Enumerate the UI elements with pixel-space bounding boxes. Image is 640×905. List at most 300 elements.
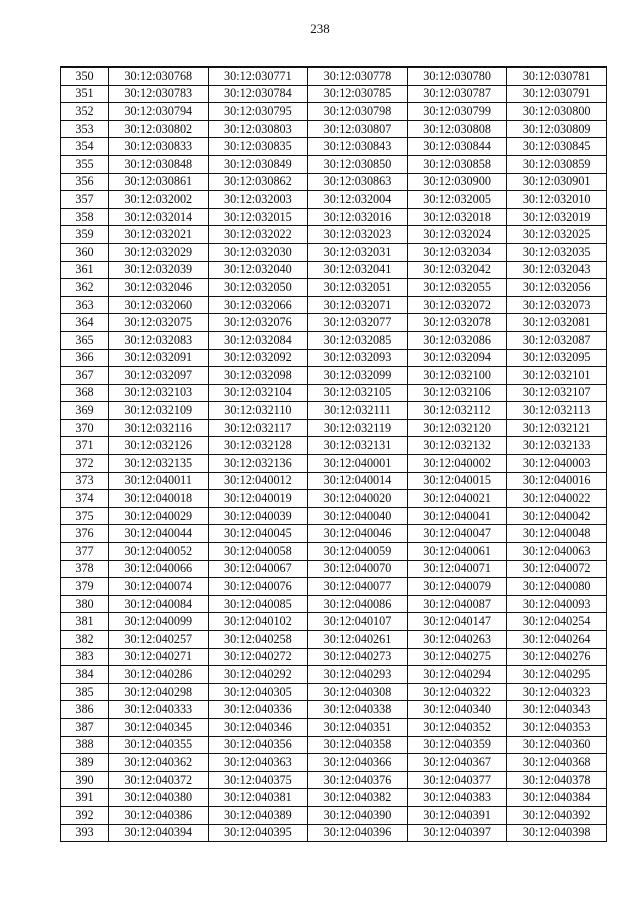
cadastral-number-cell: 30:12:040372: [109, 771, 209, 789]
cadastral-number-cell: 30:12:040362: [109, 754, 209, 772]
table-row: [61, 771, 607, 789]
cadastral-number-cell: 30:12:032111: [308, 402, 408, 420]
cadastral-number-cell: 30:12:032120: [407, 419, 507, 437]
row-number-cell: 393: [61, 824, 109, 842]
cadastral-number-cell: 30:12:040087: [407, 595, 507, 613]
cadastral-number-cell: 30:12:030768: [109, 67, 209, 85]
cadastral-number-cell: 30:12:040263: [407, 631, 507, 649]
row-number-cell: 373: [61, 472, 109, 490]
cadastral-number-cell: 30:12:040340: [407, 701, 507, 719]
cadastral-number-cell: 30:12:040047: [407, 525, 507, 543]
cadastral-number-cell: 30:12:040016: [507, 472, 607, 490]
cadastral-number-cell: 30:12:040323: [507, 683, 607, 701]
table-row: [61, 349, 607, 367]
cadastral-number-cell: 30:12:040359: [407, 736, 507, 754]
cadastral-number-cell: 30:12:032024: [407, 226, 507, 244]
cadastral-number-cell: 30:12:032076: [208, 314, 308, 332]
cadastral-number-cell: 30:12:030809: [507, 120, 607, 138]
row-number-cell: 388: [61, 736, 109, 754]
cadastral-number-cell: 30:12:032066: [208, 296, 308, 314]
table-body: [61, 67, 607, 842]
cadastral-number-cell: 30:12:030784: [208, 85, 308, 103]
cadastral-number-cell: 30:12:032086: [407, 331, 507, 349]
table-row: [61, 243, 607, 261]
cadastral-number-cell: 30:12:040360: [507, 736, 607, 754]
cadastral-number-cell: 30:12:032051: [308, 279, 408, 297]
cadastral-number-cell: 30:12:040384: [507, 789, 607, 807]
row-number-cell: 353: [61, 120, 109, 138]
cadastral-number-cell: 30:12:032015: [208, 208, 308, 226]
cadastral-number-cell: 30:12:040391: [407, 806, 507, 824]
cadastral-number-cell: 30:12:040254: [507, 613, 607, 631]
cadastral-number-cell: 30:12:032016: [308, 208, 408, 226]
table-row: [61, 419, 607, 437]
cadastral-number-cell: 30:12:030781: [507, 67, 607, 85]
cadastral-number-cell: 30:12:040378: [507, 771, 607, 789]
cadastral-number-cell: 30:12:040099: [109, 613, 209, 631]
cadastral-number-cell: 30:12:032119: [308, 419, 408, 437]
cadastral-number-cell: 30:12:032131: [308, 437, 408, 455]
table-row: [61, 191, 607, 209]
cadastral-number-cell: 30:12:032095: [507, 349, 607, 367]
cadastral-number-cell: 30:12:040346: [208, 718, 308, 736]
table-row: [61, 384, 607, 402]
table-row: [61, 666, 607, 684]
cadastral-number-cell: 30:12:040258: [208, 631, 308, 649]
cadastral-number-cell: 30:12:040067: [208, 560, 308, 578]
cadastral-number-cell: 30:12:032002: [109, 191, 209, 209]
cadastral-number-cell: 30:12:040011: [109, 472, 209, 490]
cadastral-number-cell: 30:12:032100: [407, 367, 507, 385]
row-number-cell: 355: [61, 155, 109, 173]
cadastral-number-cell: 30:12:040042: [507, 507, 607, 525]
cadastral-number-cell: 30:12:040080: [507, 578, 607, 596]
table-row: [61, 806, 607, 824]
cadastral-number-cell: 30:12:030778: [308, 67, 408, 85]
cadastral-number-cell: 30:12:040345: [109, 718, 209, 736]
row-number-cell: 351: [61, 85, 109, 103]
row-number-cell: 385: [61, 683, 109, 701]
cadastral-number-cell: 30:12:040052: [109, 543, 209, 561]
cadastral-number-cell: 30:12:032031: [308, 243, 408, 261]
cadastral-number-cell: 30:12:040076: [208, 578, 308, 596]
cadastral-number-cell: 30:12:030849: [208, 155, 308, 173]
cadastral-number-cell: 30:12:032093: [308, 349, 408, 367]
cadastral-number-cell: 30:12:032092: [208, 349, 308, 367]
cadastral-number-cell: 30:12:032021: [109, 226, 209, 244]
table-row: [61, 736, 607, 754]
cadastral-number-cell: 30:12:032010: [507, 191, 607, 209]
row-number-cell: 374: [61, 490, 109, 508]
cadastral-number-cell: 30:12:040295: [507, 666, 607, 684]
row-number-cell: 357: [61, 191, 109, 209]
cadastral-number-cell: 30:12:032004: [308, 191, 408, 209]
cadastral-number-cell: 30:12:030795: [208, 103, 308, 121]
cadastral-number-cell: 30:12:032071: [308, 296, 408, 314]
table-row: [61, 683, 607, 701]
cadastral-number-cell: 30:12:030835: [208, 138, 308, 156]
cadastral-number-cell: 30:12:030791: [507, 85, 607, 103]
table-row: [61, 718, 607, 736]
row-number-cell: 356: [61, 173, 109, 191]
cadastral-number-cell: 30:12:032042: [407, 261, 507, 279]
table-row: [61, 525, 607, 543]
cadastral-number-cell: 30:12:040338: [308, 701, 408, 719]
cadastral-number-cell: 30:12:032091: [109, 349, 209, 367]
cadastral-number-cell: 30:12:030861: [109, 173, 209, 191]
cadastral-number-cell: 30:12:030863: [308, 173, 408, 191]
cadastral-number-cell: 30:12:040085: [208, 595, 308, 613]
row-number-cell: 364: [61, 314, 109, 332]
cadastral-number-cell: 30:12:040272: [208, 648, 308, 666]
cadastral-number-cell: 30:12:032039: [109, 261, 209, 279]
cadastral-number-cell: 30:12:040058: [208, 543, 308, 561]
cadastral-number-cell: 30:12:032094: [407, 349, 507, 367]
table-row: [61, 701, 607, 719]
cadastral-number-cell: 30:12:032041: [308, 261, 408, 279]
cadastral-number-cell: 30:12:030787: [407, 85, 507, 103]
row-number-cell: 392: [61, 806, 109, 824]
cadastral-number-cell: 30:12:030862: [208, 173, 308, 191]
cadastral-number-cell: 30:12:032117: [208, 419, 308, 437]
cadastral-number-cell: 30:12:032128: [208, 437, 308, 455]
cadastral-number-cell: 30:12:040386: [109, 806, 209, 824]
cadastral-number-cell: 30:12:032084: [208, 331, 308, 349]
cadastral-number-cell: 30:12:040039: [208, 507, 308, 525]
cadastral-number-cell: 30:12:030845: [507, 138, 607, 156]
cadastral-number-cell: 30:12:040358: [308, 736, 408, 754]
row-number-cell: 383: [61, 648, 109, 666]
cadastral-number-cell: 30:12:040019: [208, 490, 308, 508]
cadastral-number-cell: 30:12:040396: [308, 824, 408, 842]
cadastral-number-cell: 30:12:032105: [308, 384, 408, 402]
row-number-cell: 358: [61, 208, 109, 226]
cadastral-number-cell: 30:12:040261: [308, 631, 408, 649]
cadastral-number-cell: 30:12:040275: [407, 648, 507, 666]
cadastral-number-cell: 30:12:032056: [507, 279, 607, 297]
row-number-cell: 390: [61, 771, 109, 789]
row-number-cell: 380: [61, 595, 109, 613]
row-number-cell: 376: [61, 525, 109, 543]
cadastral-number-cell: 30:12:032060: [109, 296, 209, 314]
table-row: [61, 173, 607, 191]
cadastral-number-cell: 30:12:032005: [407, 191, 507, 209]
table-row: [61, 789, 607, 807]
cadastral-number-cell: 30:12:030808: [407, 120, 507, 138]
cadastral-number-cell: 30:12:032083: [109, 331, 209, 349]
cadastral-number-cell: 30:12:032101: [507, 367, 607, 385]
row-number-cell: 359: [61, 226, 109, 244]
cadastral-number-cell: 30:12:040368: [507, 754, 607, 772]
table-row: [61, 226, 607, 244]
cadastral-number-cell: 30:12:040012: [208, 472, 308, 490]
cadastral-number-cell: 30:12:040063: [507, 543, 607, 561]
cadastral-number-cell: 30:12:040086: [308, 595, 408, 613]
cadastral-numbers-table: [60, 66, 607, 842]
cadastral-number-cell: 30:12:040046: [308, 525, 408, 543]
cadastral-number-cell: 30:12:040363: [208, 754, 308, 772]
row-number-cell: 391: [61, 789, 109, 807]
cadastral-number-cell: 30:12:040271: [109, 648, 209, 666]
table-row: [61, 314, 607, 332]
cadastral-number-cell: 30:12:040390: [308, 806, 408, 824]
row-number-cell: 386: [61, 701, 109, 719]
cadastral-number-cell: 30:12:040059: [308, 543, 408, 561]
row-number-cell: 372: [61, 455, 109, 473]
cadastral-number-cell: 30:12:040383: [407, 789, 507, 807]
cadastral-number-cell: 30:12:032072: [407, 296, 507, 314]
cadastral-number-cell: 30:12:032014: [109, 208, 209, 226]
cadastral-number-cell: 30:12:032121: [507, 419, 607, 437]
cadastral-number-cell: 30:12:040394: [109, 824, 209, 842]
cadastral-number-cell: 30:12:030800: [507, 103, 607, 121]
cadastral-number-cell: 30:12:040367: [407, 754, 507, 772]
cadastral-number-cell: 30:12:040353: [507, 718, 607, 736]
row-number-cell: 367: [61, 367, 109, 385]
cadastral-number-cell: 30:12:032078: [407, 314, 507, 332]
table-row: [61, 648, 607, 666]
cadastral-number-cell: 30:12:040333: [109, 701, 209, 719]
cadastral-number-cell: 30:12:040077: [308, 578, 408, 596]
row-number-cell: 366: [61, 349, 109, 367]
row-number-cell: 384: [61, 666, 109, 684]
row-number-cell: 382: [61, 631, 109, 649]
table-row: [61, 402, 607, 420]
cadastral-number-cell: 30:12:032029: [109, 243, 209, 261]
cadastral-number-cell: 30:12:032019: [507, 208, 607, 226]
cadastral-number-cell: 30:12:040356: [208, 736, 308, 754]
row-number-cell: 350: [61, 67, 109, 85]
cadastral-number-cell: 30:12:032018: [407, 208, 507, 226]
cadastral-number-cell: 30:12:032103: [109, 384, 209, 402]
cadastral-number-cell: 30:12:030803: [208, 120, 308, 138]
cadastral-number-cell: 30:12:032098: [208, 367, 308, 385]
table-row: [61, 103, 607, 121]
cadastral-number-cell: 30:12:040048: [507, 525, 607, 543]
cadastral-number-cell: 30:12:032097: [109, 367, 209, 385]
table-row: [61, 120, 607, 138]
cadastral-number-cell: 30:12:030802: [109, 120, 209, 138]
cadastral-number-cell: 30:12:030794: [109, 103, 209, 121]
cadastral-number-cell: 30:12:032107: [507, 384, 607, 402]
cadastral-number-cell: 30:12:040308: [308, 683, 408, 701]
cadastral-number-cell: 30:12:030833: [109, 138, 209, 156]
cadastral-number-cell: 30:12:040395: [208, 824, 308, 842]
cadastral-number-cell: 30:12:040018: [109, 490, 209, 508]
cadastral-number-cell: 30:12:030807: [308, 120, 408, 138]
cadastral-number-cell: 30:12:032132: [407, 437, 507, 455]
cadastral-number-cell: 30:12:032040: [208, 261, 308, 279]
cadastral-number-cell: 30:12:040343: [507, 701, 607, 719]
cadastral-number-cell: 30:12:040022: [507, 490, 607, 508]
cadastral-number-cell: 30:12:040322: [407, 683, 507, 701]
cadastral-number-cell: 30:12:040002: [407, 455, 507, 473]
cadastral-number-cell: 30:12:040381: [208, 789, 308, 807]
cadastral-number-cell: 30:12:040257: [109, 631, 209, 649]
row-number-cell: 369: [61, 402, 109, 420]
cadastral-number-cell: 30:12:040041: [407, 507, 507, 525]
cadastral-number-cell: 30:12:040107: [308, 613, 408, 631]
table-row: [61, 613, 607, 631]
page-number: 238: [310, 21, 330, 36]
row-number-cell: 387: [61, 718, 109, 736]
cadastral-number-cell: 30:12:040020: [308, 490, 408, 508]
cadastral-number-cell: 30:12:040375: [208, 771, 308, 789]
cadastral-number-cell: 30:12:040276: [507, 648, 607, 666]
row-number-cell: 377: [61, 543, 109, 561]
cadastral-number-cell: 30:12:032135: [109, 455, 209, 473]
table-row: [61, 155, 607, 173]
cadastral-number-cell: 30:12:032077: [308, 314, 408, 332]
cadastral-number-cell: 30:12:030780: [407, 67, 507, 85]
cadastral-number-cell: 30:12:032034: [407, 243, 507, 261]
table-row: [61, 560, 607, 578]
cadastral-number-cell: 30:12:040286: [109, 666, 209, 684]
row-number-cell: 371: [61, 437, 109, 455]
cadastral-number-cell: 30:12:032126: [109, 437, 209, 455]
cadastral-number-cell: 30:12:040029: [109, 507, 209, 525]
row-number-cell: 375: [61, 507, 109, 525]
cadastral-number-cell: 30:12:032085: [308, 331, 408, 349]
row-number-cell: 381: [61, 613, 109, 631]
row-number-cell: 378: [61, 560, 109, 578]
cadastral-number-cell: 30:12:040305: [208, 683, 308, 701]
cadastral-number-cell: 30:12:030785: [308, 85, 408, 103]
table-row: [61, 261, 607, 279]
cadastral-number-cell: 30:12:032136: [208, 455, 308, 473]
cadastral-number-cell: 30:12:032043: [507, 261, 607, 279]
cadastral-number-cell: 30:12:040040: [308, 507, 408, 525]
cadastral-number-cell: 30:12:032110: [208, 402, 308, 420]
cadastral-number-cell: 30:12:040366: [308, 754, 408, 772]
table-row: [61, 367, 607, 385]
cadastral-number-cell: 30:12:030799: [407, 103, 507, 121]
cadastral-number-cell: 30:12:032046: [109, 279, 209, 297]
cadastral-number-cell: 30:12:040084: [109, 595, 209, 613]
cadastral-number-cell: 30:12:040298: [109, 683, 209, 701]
row-number-cell: 363: [61, 296, 109, 314]
cadastral-number-cell: 30:12:030798: [308, 103, 408, 121]
cadastral-number-cell: 30:12:040264: [507, 631, 607, 649]
row-number-cell: 352: [61, 103, 109, 121]
cadastral-number-cell: 30:12:030850: [308, 155, 408, 173]
cadastral-number-cell: 30:12:032109: [109, 402, 209, 420]
cadastral-number-cell: 30:12:032087: [507, 331, 607, 349]
table-row: [61, 543, 607, 561]
cadastral-number-cell: 30:12:032025: [507, 226, 607, 244]
table-row: [61, 455, 607, 473]
cadastral-number-cell: 30:12:040294: [407, 666, 507, 684]
cadastral-number-cell: 30:12:030901: [507, 173, 607, 191]
cadastral-number-cell: 30:12:032106: [407, 384, 507, 402]
cadastral-number-cell: 30:12:040377: [407, 771, 507, 789]
cadastral-number-cell: 30:12:032035: [507, 243, 607, 261]
cadastral-number-cell: 30:12:030848: [109, 155, 209, 173]
table-row: [61, 85, 607, 103]
table-row: [61, 472, 607, 490]
table-row: [61, 331, 607, 349]
cadastral-number-cell: 30:12:032081: [507, 314, 607, 332]
cadastral-number-cell: 30:12:040147: [407, 613, 507, 631]
table-row: [61, 67, 607, 85]
cadastral-number-cell: 30:12:040003: [507, 455, 607, 473]
cadastral-number-cell: 30:12:032099: [308, 367, 408, 385]
row-number-cell: 370: [61, 419, 109, 437]
cadastral-number-cell: 30:12:030858: [407, 155, 507, 173]
cadastral-number-cell: 30:12:040382: [308, 789, 408, 807]
row-number-cell: 389: [61, 754, 109, 772]
row-number-cell: 360: [61, 243, 109, 261]
row-number-cell: 362: [61, 279, 109, 297]
cadastral-number-cell: 30:12:040352: [407, 718, 507, 736]
cadastral-number-cell: 30:12:040014: [308, 472, 408, 490]
cadastral-number-cell: 30:12:032075: [109, 314, 209, 332]
cadastral-number-cell: 30:12:040380: [109, 789, 209, 807]
cadastral-number-cell: 30:12:030783: [109, 85, 209, 103]
cadastral-number-cell: 30:12:040079: [407, 578, 507, 596]
cadastral-number-cell: 30:12:032112: [407, 402, 507, 420]
cadastral-number-cell: 30:12:040102: [208, 613, 308, 631]
cadastral-number-cell: 30:12:032050: [208, 279, 308, 297]
cadastral-number-cell: 30:12:040015: [407, 472, 507, 490]
table-row: [61, 595, 607, 613]
cadastral-number-cell: 30:12:040070: [308, 560, 408, 578]
row-number-cell: 361: [61, 261, 109, 279]
cadastral-number-cell: 30:12:032003: [208, 191, 308, 209]
cadastral-number-cell: 30:12:040376: [308, 771, 408, 789]
table-row: [61, 507, 607, 525]
cadastral-number-cell: 30:12:040061: [407, 543, 507, 561]
cadastral-number-cell: 30:12:040074: [109, 578, 209, 596]
cadastral-number-cell: 30:12:040397: [407, 824, 507, 842]
table-row: [61, 208, 607, 226]
table-row: [61, 490, 607, 508]
row-number-cell: 379: [61, 578, 109, 596]
cadastral-number-cell: 30:12:032023: [308, 226, 408, 244]
cadastral-number-cell: 30:12:032073: [507, 296, 607, 314]
row-number-cell: 368: [61, 384, 109, 402]
table-row: [61, 631, 607, 649]
cadastral-number-cell: 30:12:030844: [407, 138, 507, 156]
cadastral-number-cell: 30:12:040351: [308, 718, 408, 736]
cadastral-number-cell: 30:12:030771: [208, 67, 308, 85]
cadastral-number-cell: 30:12:040392: [507, 806, 607, 824]
cadastral-number-cell: 30:12:040001: [308, 455, 408, 473]
table-row: [61, 437, 607, 455]
cadastral-number-cell: 30:12:030900: [407, 173, 507, 191]
cadastral-number-cell: 30:12:040045: [208, 525, 308, 543]
table-row: [61, 824, 607, 842]
cadastral-number-cell: 30:12:040355: [109, 736, 209, 754]
table-row: [61, 754, 607, 772]
cadastral-number-cell: 30:12:032116: [109, 419, 209, 437]
table-row: [61, 296, 607, 314]
cadastral-number-cell: 30:12:032030: [208, 243, 308, 261]
cadastral-number-cell: 30:12:040398: [507, 824, 607, 842]
cadastral-number-cell: 30:12:030859: [507, 155, 607, 173]
cadastral-number-cell: 30:12:040071: [407, 560, 507, 578]
cadastral-number-cell: 30:12:032133: [507, 437, 607, 455]
cadastral-number-cell: 30:12:040093: [507, 595, 607, 613]
cadastral-number-cell: 30:12:030843: [308, 138, 408, 156]
cadastral-number-cell: 30:12:032104: [208, 384, 308, 402]
table-row: [61, 578, 607, 596]
cadastral-number-cell: 30:12:040066: [109, 560, 209, 578]
cadastral-number-cell: 30:12:032113: [507, 402, 607, 420]
table-row: [61, 138, 607, 156]
row-number-cell: 365: [61, 331, 109, 349]
cadastral-number-cell: 30:12:040293: [308, 666, 408, 684]
